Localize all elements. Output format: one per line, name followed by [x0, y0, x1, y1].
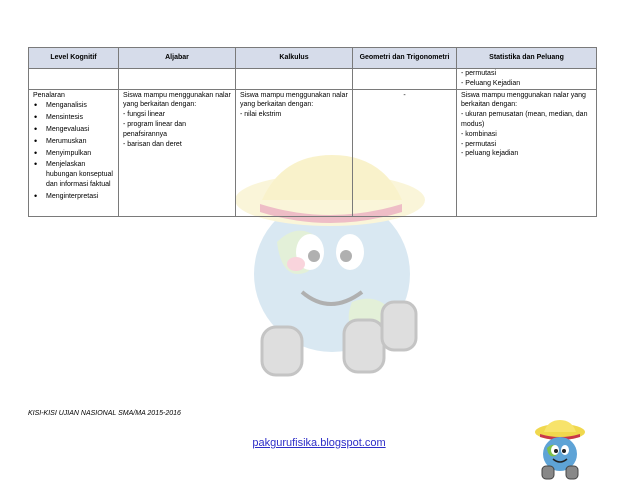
blog-link[interactable]: pakgurufisika.blogspot.com — [252, 437, 386, 449]
table-cell — [236, 69, 353, 90]
list-item: • Merumuskan — [33, 137, 114, 147]
list-item: • Mengevaluasi — [33, 125, 114, 135]
list-item: - peluang kejadian — [461, 150, 519, 158]
list-item: - permutasi — [461, 140, 497, 148]
table-cell — [457, 89, 597, 216]
list-item: - fungsi linear — [123, 111, 166, 119]
table-cell: - — [353, 89, 457, 216]
header-statistika: Statistika dan Peluang — [457, 48, 597, 69]
kisi-table — [28, 47, 597, 217]
header-geometri: Geometri dan Trigonometri — [353, 48, 457, 69]
list-item: Siswa mampu menggunakan nalar yang berkaitan dengan: — [461, 91, 586, 109]
list-item: - Peluang Kejadian — [461, 79, 521, 87]
list-item: - barisan dan deret — [123, 140, 182, 148]
table-header-row — [29, 48, 597, 69]
table-cell — [119, 89, 236, 216]
table-row — [29, 89, 597, 216]
header-level-kognitif: Level Kognitif — [29, 48, 119, 69]
list-item: • Menginterpretasi — [33, 192, 114, 202]
list-item: • Menjelaskan hubungan konseptual dan informasi faktual — [33, 160, 114, 189]
list-item: • Menganalisis — [33, 101, 114, 111]
table-cell — [119, 69, 236, 90]
mascot-logo — [532, 420, 587, 480]
list-item: - ukuran pemusatan (mean, median, dan modus) — [461, 111, 588, 128]
table-row — [29, 69, 597, 90]
list-item: - nilai ekstrim — [240, 111, 282, 119]
table-cell — [353, 69, 457, 90]
list-item: - program linear dan penafsirannya — [123, 120, 187, 138]
table-cell — [457, 69, 597, 90]
table-cell — [29, 89, 119, 216]
list-item: Siswa mampu menggunakan nalar yang berkaitan dengan: — [123, 91, 231, 109]
list-item: - permutasi — [461, 70, 497, 77]
table-cell — [29, 69, 119, 90]
document-caption: KISI-KISI UJIAN NASIONAL SMA/MA 2015-2016 — [28, 410, 181, 417]
table-cell — [236, 89, 353, 216]
list-item: Siswa mampu menggunakan nalar yang berkaitan dengan: — [240, 91, 348, 109]
list-item: • Menyimpulkan — [33, 149, 114, 159]
list-item: • Mensintesis — [33, 113, 114, 123]
level-title: Penalaran — [33, 91, 65, 99]
header-kalkulus: Kalkulus — [236, 48, 353, 69]
list-item: - kombinasi — [461, 130, 497, 138]
header-aljabar: Aljabar — [119, 48, 236, 69]
